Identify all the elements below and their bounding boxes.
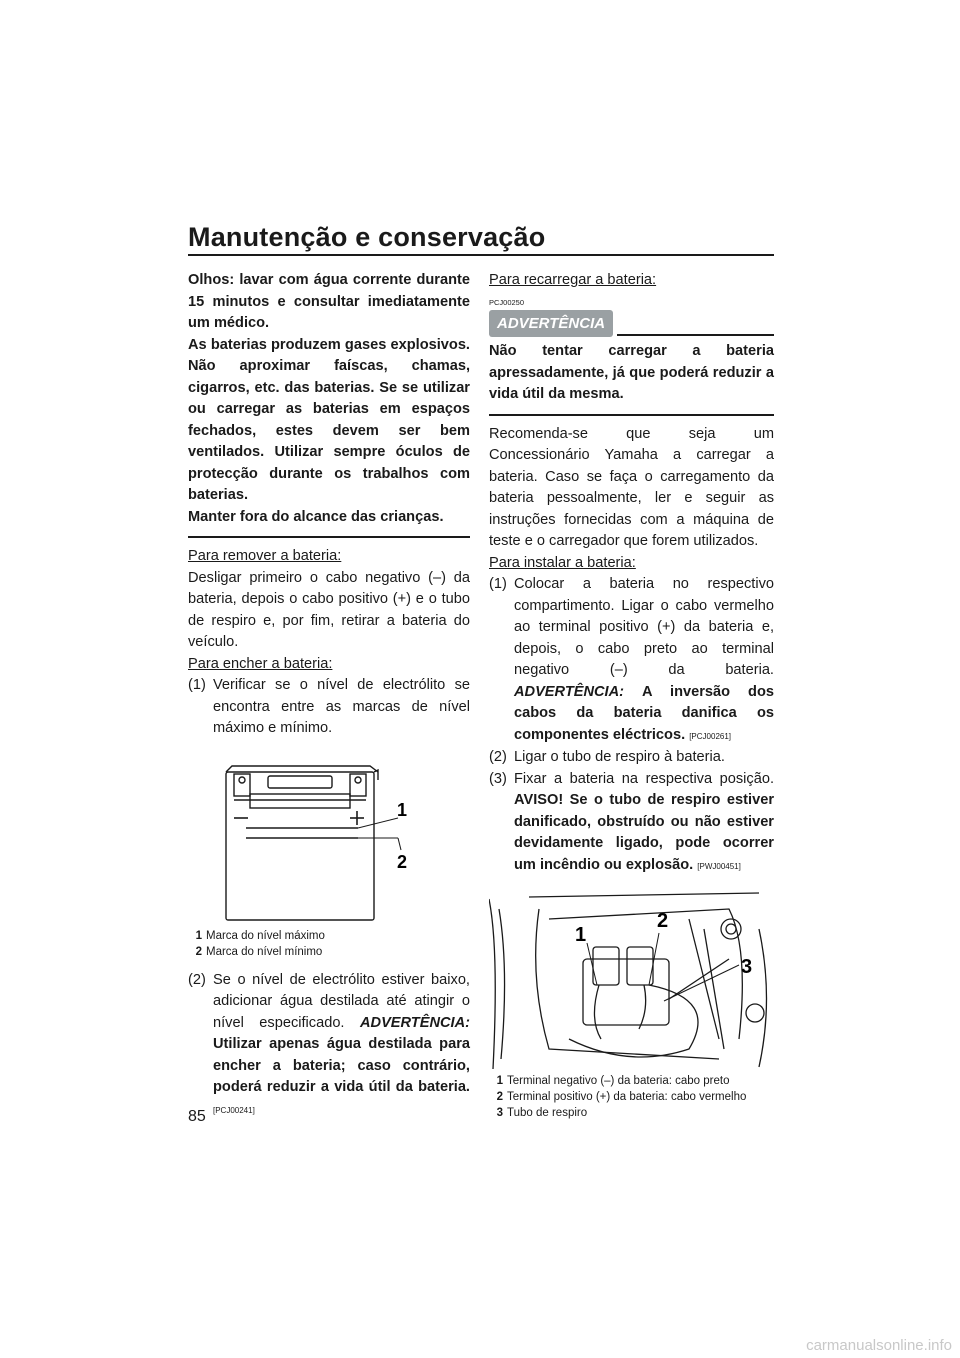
step-text: Fixar a bateria na respectiva posição. [514, 770, 774, 787]
caption-item [489, 1089, 774, 1105]
fig2-label-2: 2 [657, 910, 669, 932]
step-text: Colocar a bateria no respectivo compartimento. Ligar o cabo vermelho ao terminal positivo (+) da bateria e, depois, o cabo preto ao terminal negativo (–) da bateria. [514, 576, 774, 678]
caption-number: 3 [496, 1107, 503, 1119]
battery-level-figure [188, 754, 470, 934]
step-number: (2) [188, 971, 206, 988]
title-rule [188, 254, 774, 256]
install-heading: Para instalar a bateria: [489, 554, 636, 571]
step-text: Verificar se o nível de electrólito se encontra entre as marcas de nível máximo e mínimo. [213, 677, 470, 736]
caption-text: Terminal positivo (+) da bateria: cabo vermelho [507, 1091, 747, 1103]
page-title: Manutenção e conservação [188, 222, 546, 252]
step-number: (1) [188, 677, 206, 693]
caption-number: 2 [195, 945, 202, 958]
left-column [188, 270, 470, 1121]
battery-compartment-photo [489, 889, 774, 1069]
page-number: 85 [188, 1108, 206, 1125]
caption-item [489, 1105, 774, 1121]
step-number: (1) [489, 576, 507, 592]
reference-code: [PCJ00241] [213, 1105, 255, 1115]
advertencia-badge: ADVERTÊNCIA [489, 310, 613, 338]
fig2-label-3: 3 [741, 956, 753, 978]
fig1-label-1: 1 [397, 799, 408, 820]
advertencia-header [489, 310, 774, 338]
step-number: (2) [489, 749, 507, 765]
warning-block [188, 270, 470, 538]
install-step-1 [489, 574, 774, 747]
warning-eyes: Olhos: lavar com água corrente durante 15 minutos e consultar imediatamente um médico. [188, 272, 470, 331]
reference-code: [PCJ00261] [689, 731, 732, 741]
warning-explosive: As baterias produzem gases explosivos. Não aproximar faíscas, chamas, cigarros, etc. das baterias. Se se utilizar ou carregar as baterias em espaços fechados, estes devem ser bem ventilados. Utilizar sempre óculos de protecção durante os trabalhos com baterias. [188, 336, 470, 503]
recharge-warning [489, 341, 774, 416]
reference-code: [PWJ00451] [697, 861, 741, 871]
aviso-text: AVISO! Se o tubo de respiro estiver danificado, obstruído ou não estiver devidamente ligado, pode ocorrer um incêndio ou explosão. [514, 792, 774, 873]
caption-text: Tubo de respiro [507, 1107, 588, 1119]
caption-item [188, 944, 470, 960]
caption-text: Terminal negativo (–) da bateria: cabo preto [507, 1075, 730, 1087]
caption-item [489, 1073, 774, 1089]
divider [617, 334, 774, 336]
advertencia-label: ADVERTÊNCIA: [514, 683, 625, 700]
step-number: (3) [489, 770, 507, 787]
fill-step-1 [188, 675, 470, 740]
recharge-text: Recomenda-se que seja um Concessionário Yamaha a carregar a bateria. Caso se faça o carregamento da bateria pessoalmente, ler e seguir as instruções fornecidas com a máquina de teste e o carregador que forem utilizados. [489, 425, 774, 549]
fill-step-2 [188, 970, 470, 1122]
recharge-heading: Para recarregar a bateria: [489, 272, 657, 288]
caption-number: 2 [496, 1091, 503, 1103]
watermark: carmanualsonline.info [806, 1337, 952, 1354]
figure-2-caption [489, 1073, 774, 1121]
caption-number: 1 [195, 929, 202, 942]
remove-text: Desligar primeiro o cabo negativo (–) da bateria, depois o cabo positivo (+) e o tubo de respiro e, por fim, retirar a bateria do veículo. [188, 569, 470, 650]
caption-text: Marca do nível máximo [206, 929, 325, 942]
battery-illustration [188, 754, 470, 934]
right-column [489, 270, 774, 1121]
step-text: Ligar o tubo de respiro à bateria. [514, 749, 725, 765]
fill-heading: Para encher a bateria: [188, 655, 333, 672]
advertencia-text: Utilizar apenas água destilada para encher a bateria; caso contrário, poderá reduzir a vida útil da bateria. [213, 1036, 470, 1095]
caption-text: Marca do nível mínimo [206, 945, 323, 958]
fig2-label-1: 1 [575, 924, 587, 946]
section-code: PCJ00250 [489, 297, 525, 307]
remove-heading: Para remover a bateria: [188, 548, 342, 564]
step-text: Se o nível de electrólito estiver baixo, adicionar água destilada até atingir o nível especificado. [213, 971, 470, 1031]
advertencia-text: A inversão dos cabos da bateria danifica os componentes eléctricos. [514, 683, 774, 743]
advertencia-label: ADVERTÊNCIA: [359, 1014, 470, 1031]
warning-children: Manter fora do alcance das crianças. [188, 508, 444, 525]
install-step-3 [489, 769, 774, 878]
recharge-warning-text: Não tentar carregar a bateria apressadamente, já que poderá reduzir a vida útil da mesma. [489, 343, 774, 402]
caption-number: 1 [496, 1075, 503, 1087]
fig1-label-2: 2 [397, 851, 408, 872]
install-step-2 [489, 747, 774, 769]
battery-install-figure [489, 889, 774, 1069]
